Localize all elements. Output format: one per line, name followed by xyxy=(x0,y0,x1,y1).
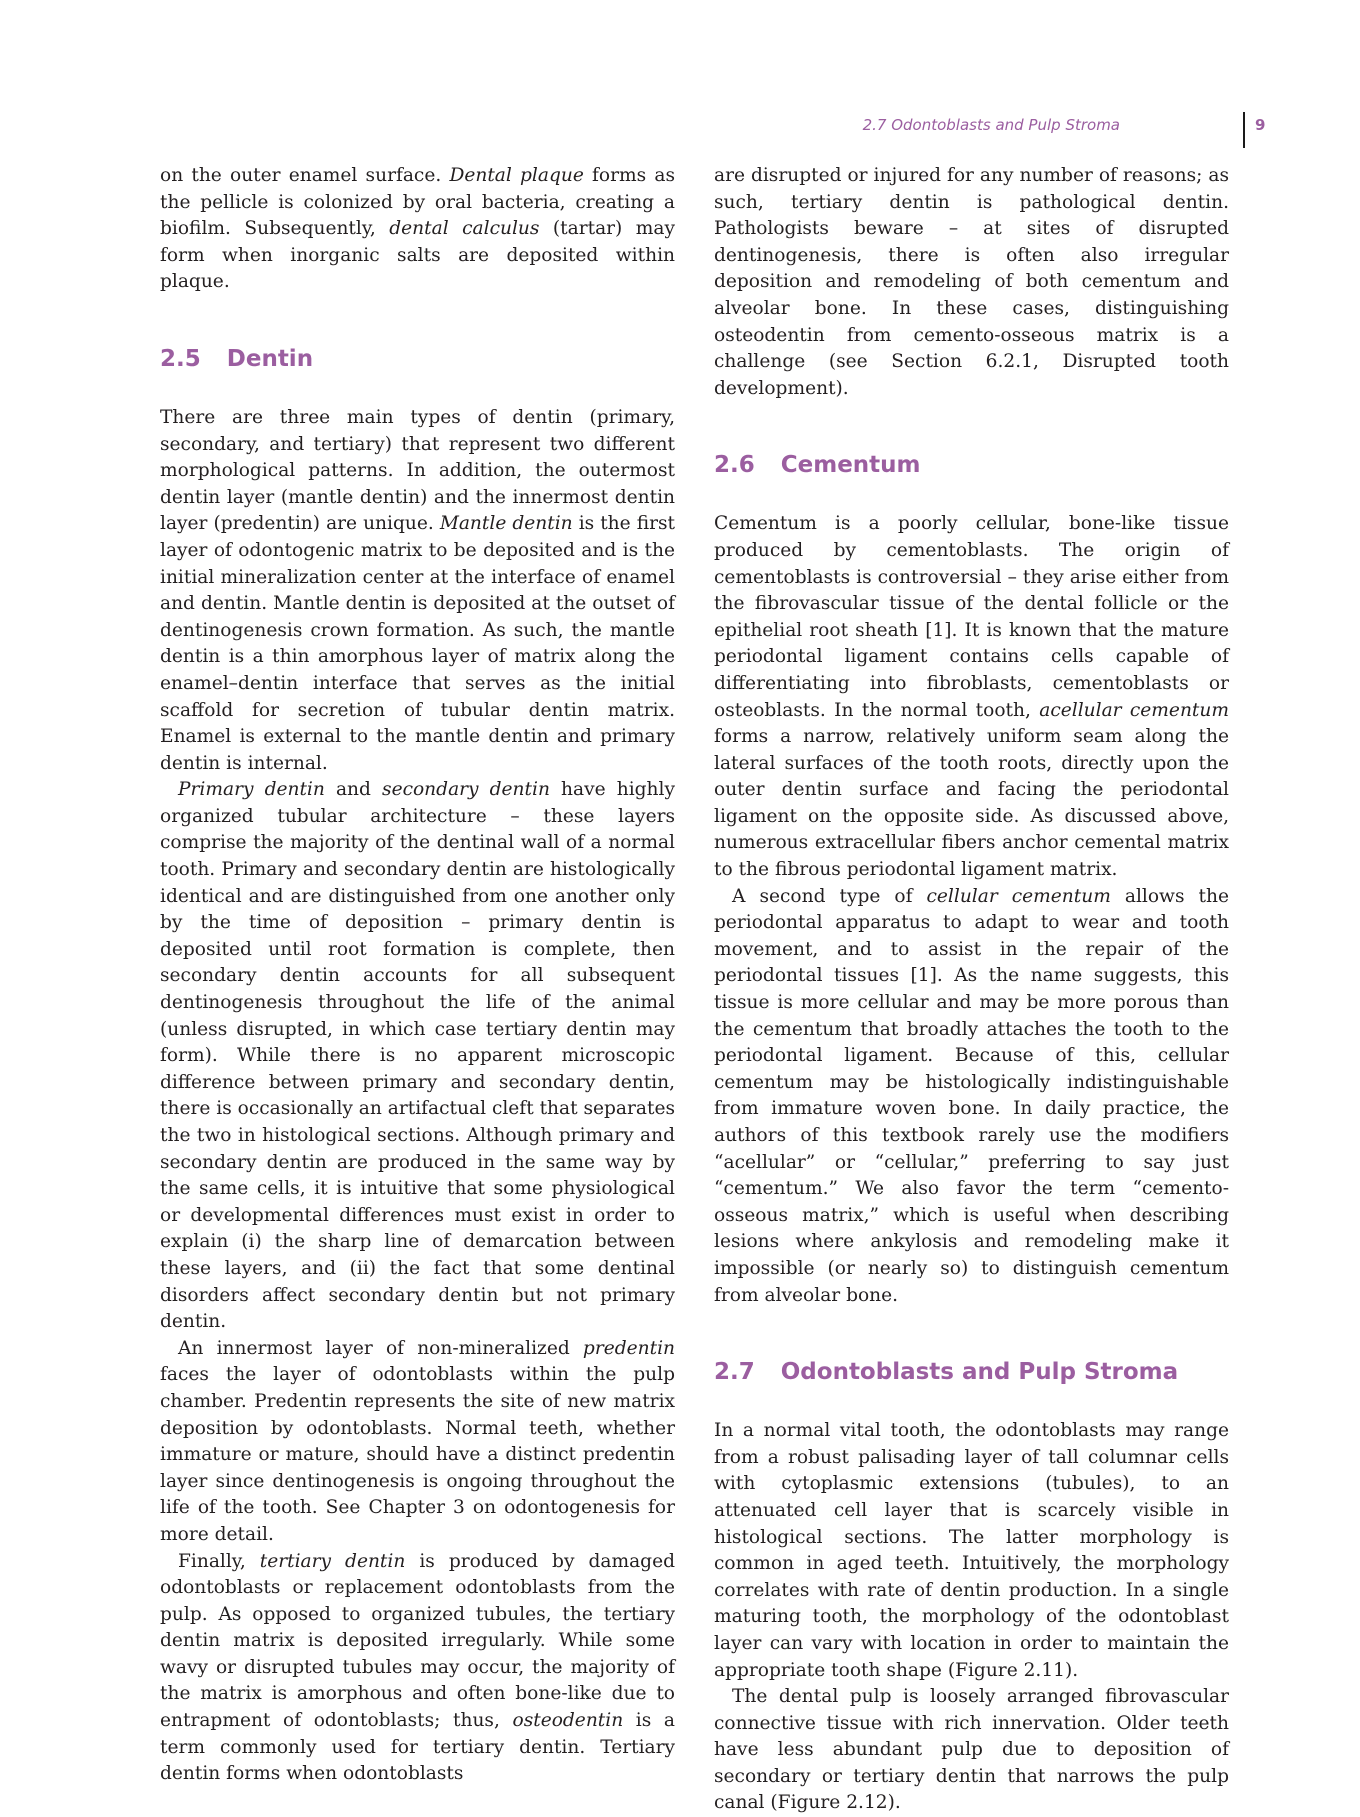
text-run: An innermost layer of non-mineralized xyxy=(178,1337,583,1359)
section-title: Cementum xyxy=(780,452,921,479)
page-number: 9 xyxy=(1255,116,1266,134)
italic-term: Mantle dentin xyxy=(439,513,573,535)
section-heading-2-5 xyxy=(160,344,675,374)
text-run: is the first layer of odontogenic matrix to be deposited and is the initial mineralization center at the interface of enamel and dentin. Mantle dentin is deposited at the outset of dentinogenesis crown formation. As such, the mantle dentin is a thin amorphous layer of matrix along the enamel–dentin interface that serves as the initial scaffold for secretion of tubular dentin matrix. Enamel is external to the mantle dentin and primary dentin is internal. xyxy=(160,513,675,774)
section-number: 2.6 xyxy=(714,452,755,479)
text-run: allows the periodontal apparatus to adapt to wear and tooth movement, and to assist in the repair of the periodontal tissues [1]. As the name suggests, this tissue is more cellular and may be more porous than the cementum that broadly attaches the tooth to the periodontal ligament. Because of this, cellular cementum may be histologically indistinguishable from immature woven bone. In daily practice, the authors of this textbook rarely use the modifiers “acellular” or “cellular,” preferring to say just “cementum.” We also favor the term “cemento-osseous matrix,” which is useful when describing lesions where ankylosis and remodeling make it impossible (or nearly so) to distinguish cementum from alveolar bone. xyxy=(714,885,1229,1306)
text-run: is produced by damaged odontoblasts or replacement odontoblasts from the pulp. As opposed to organized tubules, the tertiary dentin matrix is deposited irregularly. While some wavy or disrupted tubules may occur, the majority of the matrix is amorphous and often bone-like due to entrapment of odontoblasts; thus, xyxy=(160,1550,675,1732)
section-title: Dentin xyxy=(226,345,314,372)
running-head-rule xyxy=(1243,112,1245,148)
section-number: 2.7 xyxy=(714,1359,755,1386)
text-run: faces the layer of odontoblasts within the pulp chamber. Predentin represents the site of new matrix deposition by odontoblasts. Normal teeth, whether immature or mature, should have a distinct predentin layer since dentinogenesis is ongoing throughout the life of the tooth. See Chapter 3 on odontogenesis for more detail. xyxy=(160,1364,675,1545)
section-number: 2.5 xyxy=(160,345,201,372)
italic-term: osteodentin xyxy=(512,1710,624,1732)
text-run: on the outer enamel surface. xyxy=(160,165,450,186)
text-run: forms a narrow, relatively uniform seam along the lateral surfaces of the tooth roots, directly upon the outer dentin surface and facing the periodontal ligament on the opposite side. As discussed above, numerous extracellular fibers anchor cemental matrix to the fibrous periodontal ligament matrix. xyxy=(714,726,1229,881)
text-run: There are three main types of dentin (primary, secondary, and tertiary) that represent two different morphological patterns. In addition, the outermost dentin layer (mantle dentin) and the innermost dentin layer (predentin) are unique. xyxy=(160,406,675,535)
right-column xyxy=(714,163,1229,1817)
text-run: and xyxy=(324,779,383,801)
running-head-title: 2.7 Odontoblasts and Pulp Stroma xyxy=(862,116,1120,134)
paragraph xyxy=(160,777,675,1335)
text-run: (tartar) may form when inorganic salts are deposited within plaque. xyxy=(160,218,675,293)
text-run: have highly organized tubular architecture – these layers comprise the majority of the dentinal wall of a normal tooth. Primary and secondary dentin are histologically identical and are distinguished from one another only by the time of deposition – primary dentin is deposited until root formation is complete, then secondary dentin accounts for all subsequent dentinogenesis throughout the life of the animal (unless disrupted, in which case tertiary dentin may form). While there is no apparent microscopic difference between primary and secondary dentin, there is occasionally an artifactual cleft that separates the two in histological sections. Although primary and secondary dentin are produced in the same way by the same cells, it is intuitive that some physiological or developmental differences must exist in order to explain (i) the sharp line of demarcation between these layers, and (ii) the fact that some dentinal disorders affect secondary dentin but not primary dentin. xyxy=(160,779,676,1333)
paragraph xyxy=(714,1418,1229,1684)
italic-term: secondary dentin xyxy=(382,779,550,801)
section-heading-2-7 xyxy=(714,1357,1229,1387)
italic-term: tertiary dentin xyxy=(259,1550,406,1572)
text-run: is a term commonly used for tertiary dentin. Tertiary dentin forms when odontoblasts xyxy=(160,1710,675,1785)
paragraph xyxy=(714,884,1229,1310)
text-run: are disrupted or injured for any number of reasons; as such, tertiary dentin is pathological dentin. Pathologists beware – at sites of disrupted dentinogenesis, there is often also irregular deposition and remodeling of both cementum and alveolar bone. In these cases, distinguishing osteodentin from cemento-osseous matrix is a challenge (see Section 6.2.1, Disrupted tooth development). xyxy=(714,165,1229,399)
italic-term: Primary dentin xyxy=(178,779,325,801)
paragraph xyxy=(714,1684,1229,1817)
italic-term: Dental plaque xyxy=(449,165,584,186)
text-run: forms as the pellicle is colonized by oral bacteria, creating a biofilm. Subsequently, xyxy=(160,165,676,240)
left-column xyxy=(160,163,675,1788)
paragraph xyxy=(714,163,1229,402)
paragraph xyxy=(160,1549,675,1788)
italic-term: predentin xyxy=(582,1337,675,1359)
paragraph xyxy=(160,1336,675,1549)
italic-term: acellular cementum xyxy=(1039,699,1229,721)
paragraph xyxy=(160,163,675,296)
text-run: Cementum is a poorly cellular, bone-like tissue produced by cementoblasts. The origin of cementoblasts is controversial – they arise either from the fibrovascular tissue of the dental follicle or the epithelial root sheath [1]. It is known that the mature periodontal ligament contains cells capable of differentiating into fibroblasts, cementoblasts or osteoblasts. In the normal tooth, xyxy=(714,513,1229,721)
italic-term: cellular cementum xyxy=(926,885,1111,907)
text-run: In a normal vital tooth, the odontoblasts may range from a robust palisading layer of tall columnar cells with cytoplasmic extensions (tubules), to an attenuated cell layer that is scarcely visible in histological sections. The latter morphology is common in aged teeth. Intuitively, the morphology correlates with rate of dentin production. In a single maturing tooth, the morphology of the odontoblast layer can vary with location in order to maintain the appropriate tooth shape (Figure 2.11). xyxy=(714,1420,1229,1681)
italic-term: dental calculus xyxy=(389,218,540,240)
text-run: Finally, xyxy=(178,1550,260,1572)
section-heading-2-6 xyxy=(714,450,1229,480)
paragraph xyxy=(160,405,675,777)
text-run: The dental pulp is loosely arranged fibrovascular connective tissue with rich innervation. Older teeth have less abundant pulp due to deposition of secondary or tertiary dentin that narrows the pulp canal (Figure 2.12). xyxy=(714,1686,1229,1814)
text-run: A second type of xyxy=(732,885,927,907)
paragraph xyxy=(714,511,1229,883)
section-title: Odontoblasts and Pulp Stroma xyxy=(780,1359,1179,1386)
